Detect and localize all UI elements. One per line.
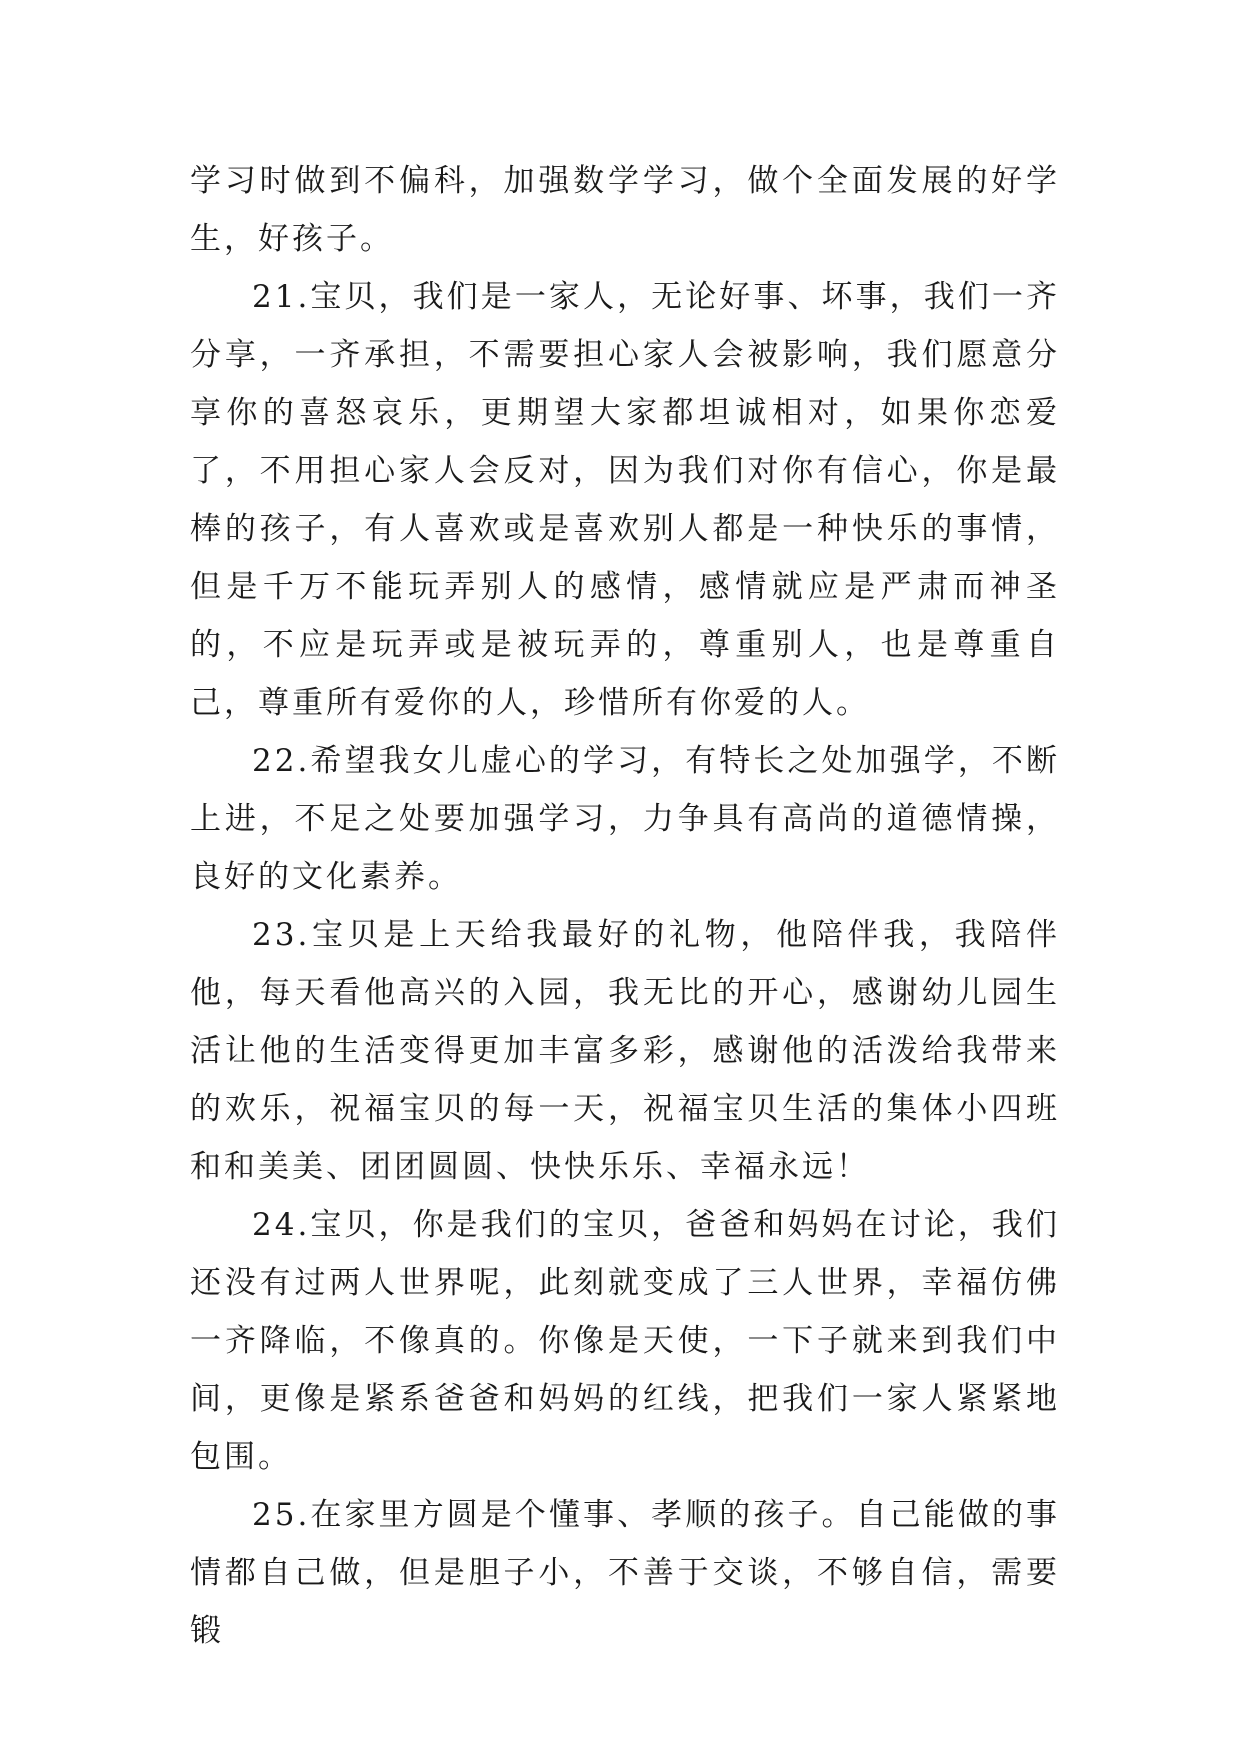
- paragraph-22: 22.希望我女儿虚心的学习，有特长之处加强学，不断上进，不足之处要加强学习，力争具有高尚的道德情操，良好的文化素养。: [190, 743, 1060, 895]
- paragraph-25: 25.在家里方圆是个懂事、孝顺的孩子。自己能做的事情都自己做，但是胆子小，不善于交谈，不够自信，需要锻: [190, 1497, 1060, 1649]
- paragraph-24: 24.宝贝，你是我们的宝贝，爸爸和妈妈在讨论，我们还没有过两人世界呢，此刻就变成了三人世界，幸福仿佛一齐降临，不像真的。你像是天使，一下子就来到我们中间，更像是紧系爸爸和妈妈的红线，把我们一家人紧紧地包围。: [190, 1207, 1060, 1475]
- paragraph-continuation: 学习时做到不偏科，加强数学学习，做个全面发展的好学生，好孩子。: [190, 163, 1060, 257]
- paragraph-23: 23.宝贝是上天给我最好的礼物，他陪伴我，我陪伴他，每天看他高兴的入园，我无比的开心，感谢幼儿园生活让他的生活变得更加丰富多彩，感谢他的活泼给我带来的欢乐，祝福宝贝的每一天，祝福宝贝生活的集体小四班和和美美、团团圆圆、快快乐乐、幸福永远！: [190, 917, 1060, 1185]
- document-body: [190, 152, 1060, 1660]
- paragraph-21: 21.宝贝，我们是一家人，无论好事、坏事，我们一齐分享，一齐承担，不需要担心家人会被影响，我们愿意分享你的喜怒哀乐，更期望大家都坦诚相对，如果你恋爱了，不用担心家人会反对，因为我们对你有信心，你是最棒的孩子，有人喜欢或是喜欢别人都是一种快乐的事情，但是千万不能玩弄别人的感情，感情就应是严肃而神圣的，不应是玩弄或是被玩弄的，尊重别人，也是尊重自己，尊重所有爱你的人，珍惜所有你爱的人。: [190, 279, 1060, 721]
